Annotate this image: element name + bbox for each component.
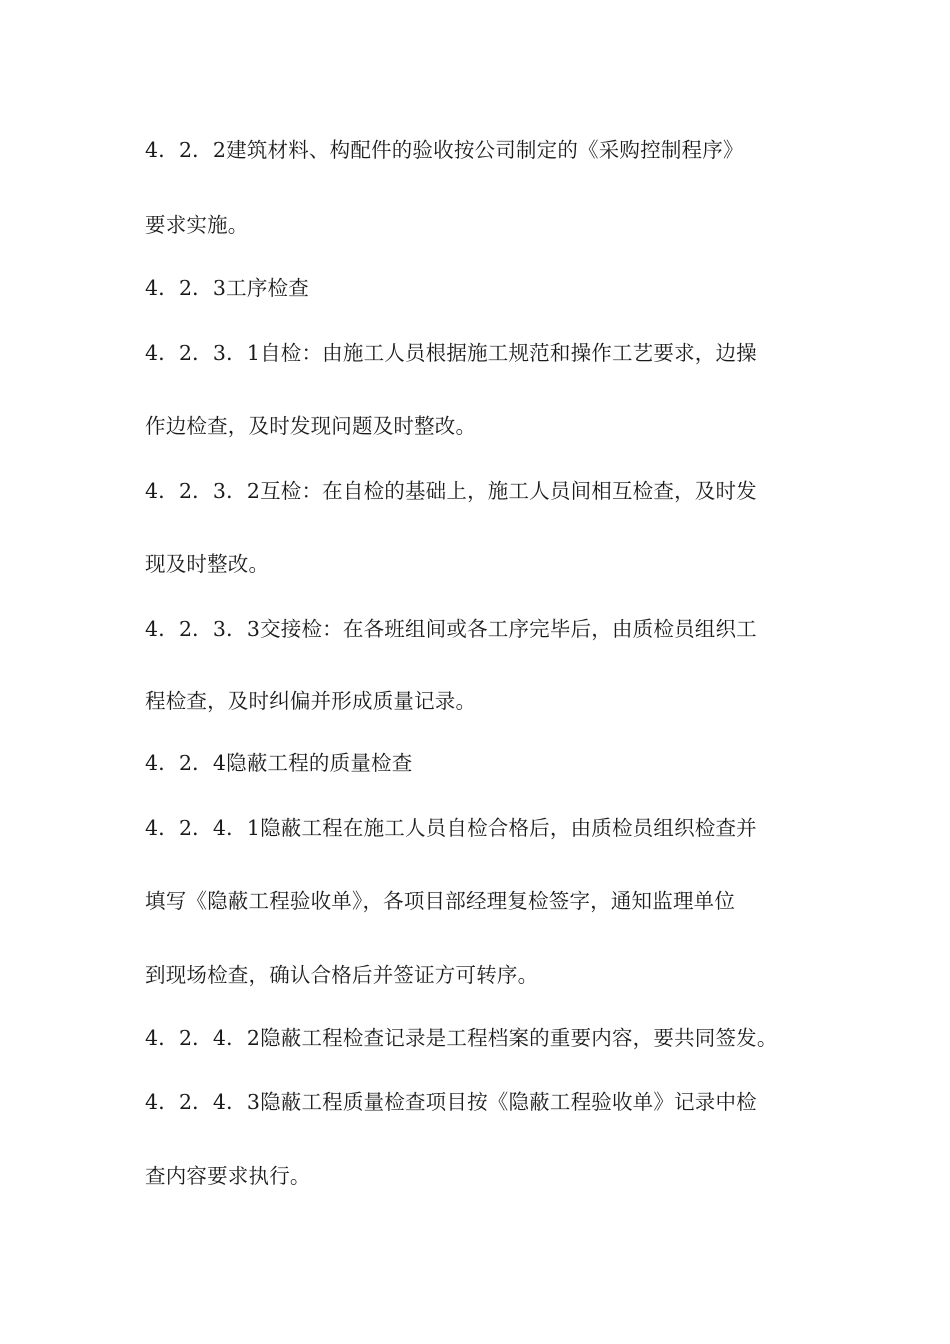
text-line: 4．2．3．1自检：由施工人员根据施工规范和操作工艺要求，边操 xyxy=(145,341,757,365)
text-line: 4．2．2建筑材料、构配件的验收按公司制定的《采购控制程序》 xyxy=(145,138,744,162)
text-line: 4．2．4隐蔽工程的质量检查 xyxy=(145,751,413,775)
text-line: 4．2．3．2互检：在自检的基础上，施工人员间相互检查，及时发 xyxy=(145,479,757,503)
text-line: 4．2．4．3隐蔽工程质量检查项目按《隐蔽工程验收单》记录中检 xyxy=(145,1090,757,1114)
text-line: 到现场检查，确认合格后并签证方可转序。 xyxy=(145,963,539,987)
text-line: 填写《隐蔽工程验收单》，各项目部经理复检签字，通知监理单位 xyxy=(145,889,736,913)
text-line: 查内容要求执行。 xyxy=(145,1164,311,1188)
text-line: 要求实施。 xyxy=(145,213,249,237)
text-line: 4．2．4．1隐蔽工程在施工人员自检合格后，由质检员组织检查并 xyxy=(145,816,757,840)
text-line: 4．2．3工序检查 xyxy=(145,276,309,300)
text-line: 作边检查，及时发现问题及时整改。 xyxy=(145,414,477,438)
text-line: 4．2．4．2隐蔽工程检查记录是工程档案的重要内容，要共同签发。 xyxy=(145,1026,778,1050)
text-line: 4．2．3．3交接检：在各班组间或各工序完毕后，由质检员组织工 xyxy=(145,617,757,641)
text-line: 程检查，及时纠偏并形成质量记录。 xyxy=(145,689,477,713)
text-line: 现及时整改。 xyxy=(145,552,270,576)
